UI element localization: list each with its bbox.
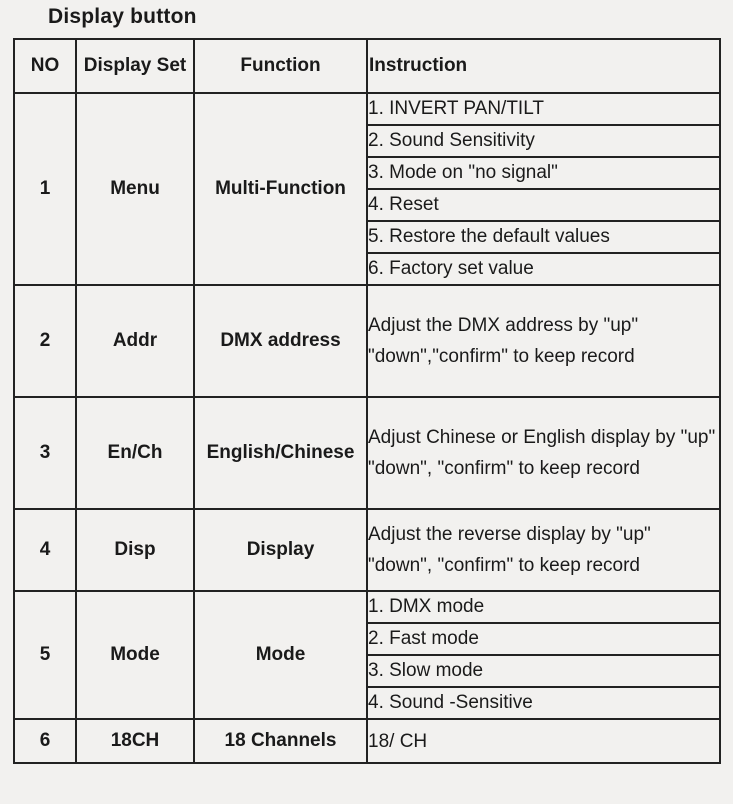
display-button-table	[13, 38, 721, 764]
row-instruction: Adjust Chinese or English display by "up" "down", "confirm" to keep record	[367, 397, 720, 509]
row-function: DMX address	[194, 285, 367, 397]
header-display-set: Display Set	[76, 39, 194, 93]
instruction-item: 3. Mode on "no signal"	[367, 157, 720, 189]
instruction-item: 2. Fast mode	[367, 623, 720, 655]
row-no: 4	[14, 509, 76, 591]
table-row	[14, 285, 720, 397]
header-no: NO	[14, 39, 76, 93]
instruction-item: 1. DMX mode	[367, 591, 720, 623]
row-function: Multi-Function	[194, 93, 367, 285]
instruction-item: 4. Reset	[367, 189, 720, 221]
row-no: 6	[14, 719, 76, 763]
row-instruction: Adjust the reverse display by "up" "down", "confirm" to keep record	[367, 509, 720, 591]
page-title: Display button	[48, 5, 197, 28]
table-row	[14, 591, 720, 623]
row-display-set: 18CH	[76, 719, 194, 763]
row-function: English/Chinese	[194, 397, 367, 509]
row-display-set: Menu	[76, 93, 194, 285]
instruction-item: 4. Sound -Sensitive	[367, 687, 720, 719]
table-row	[14, 719, 720, 763]
instruction-item: 5. Restore the default values	[367, 221, 720, 253]
row-no: 5	[14, 591, 76, 719]
row-display-set: Mode	[76, 591, 194, 719]
table-row	[14, 93, 720, 125]
row-no: 2	[14, 285, 76, 397]
row-display-set: En/Ch	[76, 397, 194, 509]
instruction-item: 2. Sound Sensitivity	[367, 125, 720, 157]
instruction-item: 3. Slow mode	[367, 655, 720, 687]
row-function: 18 Channels	[194, 719, 367, 763]
instruction-item: 1. INVERT PAN/TILT	[367, 93, 720, 125]
table-row	[14, 397, 720, 509]
row-instruction: 18/ CH	[367, 719, 720, 763]
row-instruction: Adjust the DMX address by "up" "down","confirm" to keep record	[367, 285, 720, 397]
table-header-row	[14, 39, 720, 93]
row-display-set: Disp	[76, 509, 194, 591]
row-function: Display	[194, 509, 367, 591]
header-instruction: Instruction	[367, 39, 720, 93]
row-no: 3	[14, 397, 76, 509]
row-function: Mode	[194, 591, 367, 719]
row-display-set: Addr	[76, 285, 194, 397]
instruction-item: 6. Factory set value	[367, 253, 720, 285]
row-no: 1	[14, 93, 76, 285]
table-row	[14, 509, 720, 591]
header-function: Function	[194, 39, 367, 93]
